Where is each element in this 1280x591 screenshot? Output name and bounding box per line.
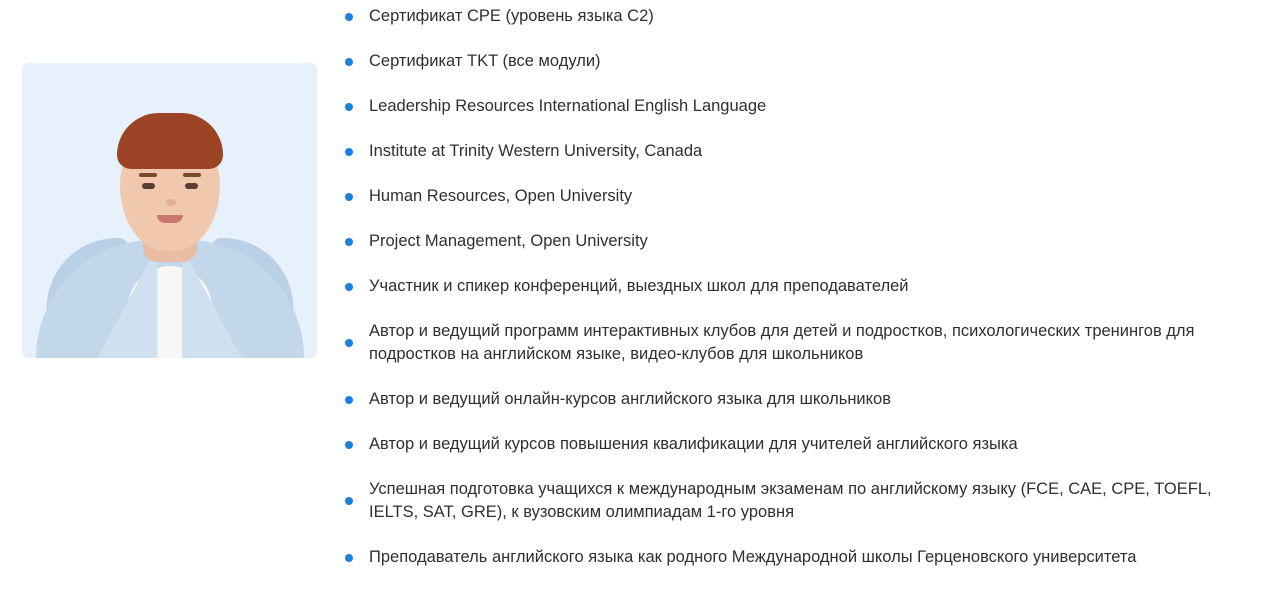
list-item-label: Human Resources, Open University	[369, 187, 633, 205]
bullet-dot-icon	[345, 58, 353, 66]
eyebrow-left-shape	[139, 173, 157, 177]
list-item	[345, 50, 1280, 73]
eye-left-shape	[142, 183, 155, 189]
nose-shape	[166, 199, 176, 206]
teacher-portrait	[22, 63, 317, 358]
bullet-dot-icon	[345, 497, 353, 505]
list-item	[345, 388, 1280, 411]
credentials-column	[345, 0, 1280, 591]
mouth-shape	[157, 215, 183, 223]
list-item-label: Institute at Trinity Western University, Canada	[369, 142, 703, 160]
bullet-dot-icon	[345, 339, 353, 347]
hair-top-shape	[117, 113, 223, 169]
list-item-label: Project Management, Open University	[369, 232, 648, 250]
list-item-label: Сертификат TKT (все модули)	[369, 52, 601, 70]
list-item-label: Успешная подготовка учащихся к международным экзаменам по английскому языку (FCE, CAE, CPE, TOEFL, IELTS, SAT, GRE), к вузовским олимпиадам 1-го уровня	[369, 480, 1212, 521]
list-item	[345, 433, 1280, 456]
bullet-dot-icon	[345, 283, 353, 291]
list-item	[345, 5, 1280, 28]
list-item	[345, 140, 1280, 163]
list-item-label: Сертификат CPE (уровень языка C2)	[369, 7, 654, 25]
list-item-label: Leadership Resources International English Language	[369, 97, 767, 115]
list-item	[345, 320, 1280, 366]
portrait-illustration	[22, 63, 317, 358]
photo-column	[0, 0, 345, 358]
list-item	[345, 95, 1280, 118]
bullet-dot-icon	[345, 396, 353, 404]
bullet-dot-icon	[345, 148, 353, 156]
list-item-label: Автор и ведущий программ интерактивных клубов для детей и подростков, психологических тренингов для подростков на английском языке, видео-клубов для школьников	[369, 322, 1195, 363]
eye-right-shape	[185, 183, 198, 189]
list-item	[345, 275, 1280, 298]
list-item-label: Преподаватель английского языка как родного Международной школы Герценовского университета	[369, 548, 1137, 566]
list-item	[345, 478, 1280, 524]
bullet-dot-icon	[345, 554, 353, 562]
bullet-dot-icon	[345, 193, 353, 201]
credentials-list	[345, 5, 1280, 569]
bullet-dot-icon	[345, 103, 353, 111]
bullet-dot-icon	[345, 441, 353, 449]
list-item	[345, 185, 1280, 208]
list-item-label: Участник и спикер конференций, выездных школ для преподавателей	[369, 277, 909, 295]
eyebrow-right-shape	[183, 173, 201, 177]
list-item	[345, 546, 1280, 569]
list-item	[345, 230, 1280, 253]
list-item-label: Автор и ведущий курсов повышения квалификации для учителей английского языка	[369, 435, 1018, 453]
bullet-dot-icon	[345, 238, 353, 246]
bullet-dot-icon	[345, 13, 353, 21]
list-item-label: Автор и ведущий онлайн-курсов английского языка для школьников	[369, 390, 891, 408]
